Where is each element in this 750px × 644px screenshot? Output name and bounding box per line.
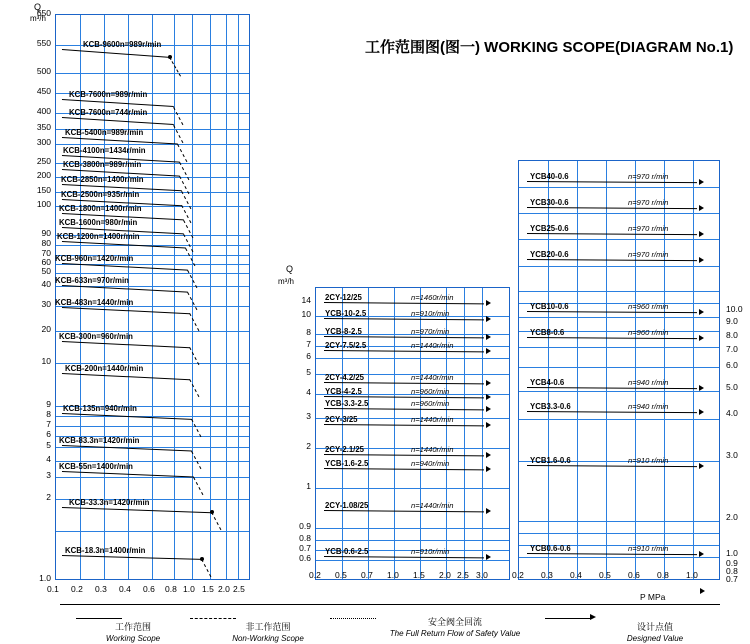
y-tick: 0.7 <box>299 543 311 553</box>
y-tick: 10.0 <box>726 304 743 314</box>
y-axis-unit-middle: m³/h <box>278 277 294 286</box>
series-speed: n=940r/min <box>411 459 450 468</box>
series-label: 2CY-12/25 <box>325 293 362 302</box>
y-tick: 3 <box>46 470 51 480</box>
series-speed: n=970 r/min <box>628 198 669 207</box>
y-tick: 2 <box>306 441 311 451</box>
x-tick: 2.0 <box>218 584 230 594</box>
series-label: KCB-135n=940r/min <box>63 404 137 413</box>
series-speed: n=960r/min <box>411 387 450 396</box>
y-tick: 0.8 <box>299 533 311 543</box>
y-tick: 6.0 <box>726 360 738 370</box>
y-tick: 3.0 <box>726 450 738 460</box>
y-tick: 7 <box>46 419 51 429</box>
series-speed: n=960 r/min <box>628 328 669 337</box>
series-speed: n=1440r/min <box>411 373 454 382</box>
series-label: 2CY-2.1/25 <box>325 445 365 454</box>
series-speed: n=1440r/min <box>411 341 454 350</box>
y-axis-unit-left: m³/h <box>30 14 46 23</box>
y-tick: 9.0 <box>726 316 738 326</box>
series-label: YCB1.6-0.6 <box>530 456 571 465</box>
panel-right <box>512 160 743 584</box>
series-label: 2CY-7.5/2.5 <box>325 341 367 350</box>
series-label: KCB-3800n=989r/min <box>63 160 142 169</box>
y-tick: 650 <box>36 8 51 18</box>
y-tick: 1.0 <box>726 548 738 558</box>
y-tick: 6 <box>306 351 311 361</box>
legend-label-cn: 工作范围 <box>114 622 151 632</box>
legend-label-cn: 非工作范围 <box>245 622 291 632</box>
panel-right-grid <box>518 160 720 580</box>
series-label: YCB-1.6-2.5 <box>325 459 369 468</box>
series-label: KCB-633n=970r/min <box>55 276 129 285</box>
series-speed: n=1440r/min <box>411 415 454 424</box>
y-axis-symbol-middle: Q <box>286 264 294 274</box>
series-label: 2CY-1.08/25 <box>325 501 369 510</box>
y-tick: 5 <box>46 440 51 450</box>
y-tick: 300 <box>36 137 51 147</box>
x-tick: 3.0 <box>476 570 488 580</box>
x-tick: 0.6 <box>628 570 640 580</box>
y-tick: 0.9 <box>299 521 311 531</box>
series-label: KCB-483n=1440r/min <box>55 298 134 307</box>
legend-label-en: Non-Working Scope <box>232 634 304 643</box>
series-label: KCB-4100n=1434r/min <box>63 146 146 155</box>
y-tick: 2 <box>46 492 51 502</box>
x-tick: 0.2 <box>309 570 321 580</box>
y-tick: 80 <box>41 238 51 248</box>
series-label: KCB-200n=1440r/min <box>65 364 144 373</box>
y-tick: 500 <box>36 66 51 76</box>
series-label: KCB-960n=1420r/min <box>55 254 134 263</box>
series-label: YCB4-0.6 <box>530 378 565 387</box>
y-tick: 5 <box>306 367 311 377</box>
legend-label-cn: 设计点值 <box>636 622 673 632</box>
y-tick: 40 <box>41 279 51 289</box>
y-tick: 14 <box>301 295 311 305</box>
series-speed: n=960r/min <box>411 399 450 408</box>
series-speed: n=1460r/min <box>411 293 454 302</box>
series-label: KCB-33.3n=1420r/min <box>69 498 150 507</box>
series-label: KCB-1600n=980r/min <box>59 218 138 227</box>
series-label: YCB0.6-0.6 <box>530 544 571 553</box>
x-axis-label: P MPa <box>640 592 666 602</box>
series-label: YCB10-0.6 <box>530 302 569 311</box>
y-tick: 150 <box>36 185 51 195</box>
series-label: YCB40-0.6 <box>530 172 569 181</box>
x-tick: 2.0 <box>439 570 451 580</box>
series-speed: n=970 r/min <box>628 250 669 259</box>
x-tick: 1.0 <box>686 570 698 580</box>
x-tick: 0.5 <box>335 570 347 580</box>
y-axis-symbol-left: Q <box>34 2 42 12</box>
y-tick: 50 <box>41 266 51 276</box>
y-tick: 7.0 <box>726 344 738 354</box>
x-tick: 0.4 <box>570 570 582 580</box>
page-title: 工作范围图(图一) WORKING SCOPE(DIAGRAM No.1) <box>365 39 734 56</box>
legend-label-en: Designed Value <box>626 634 684 643</box>
series-label: KCB-1200n=1400r/min <box>57 232 140 241</box>
y-tick: 2.0 <box>726 512 738 522</box>
y-tick: 250 <box>36 156 51 166</box>
y-tick: 7 <box>306 339 311 349</box>
x-tick: 0.3 <box>541 570 553 580</box>
y-tick: 3 <box>306 411 311 421</box>
series-label: KCB-2850n=1400r/min <box>61 175 144 184</box>
series-label: KCB-55n=1400r/min <box>59 462 133 471</box>
y-tick: 9 <box>46 399 51 409</box>
series-label: 2CY-3/25 <box>325 415 358 424</box>
x-tick: 0.2 <box>512 570 524 580</box>
series-speed: n=970r/min <box>411 327 450 336</box>
x-tick: 2.5 <box>233 584 245 594</box>
y-tick: 4.0 <box>726 408 738 418</box>
series-label: KCB-7600n=744r/min <box>69 108 148 117</box>
series-label: YCB-10-2.5 <box>325 309 367 318</box>
series-speed: n=940 r/min <box>628 402 669 411</box>
series-label: KCB-5400n=989r/min <box>65 128 144 137</box>
y-tick: 350 <box>36 122 51 132</box>
series-speed: n=910 r/min <box>628 544 669 553</box>
series-speed: n=910 r/min <box>628 456 669 465</box>
x-tick: 0.2 <box>71 584 83 594</box>
y-tick: 100 <box>36 199 51 209</box>
y-tick: 70 <box>41 248 51 258</box>
y-tick: 8 <box>46 409 51 419</box>
series-speed: n=970 r/min <box>628 172 669 181</box>
series-label: KCB-2500n=935r/min <box>61 190 140 199</box>
series-label: YCB-0.6-2.5 <box>325 547 369 556</box>
x-tick: 1.5 <box>202 584 214 594</box>
x-tick: 2.5 <box>457 570 469 580</box>
series-label: YCB-3.3-2.5 <box>325 399 369 408</box>
y-tick: 1 <box>306 481 311 491</box>
y-tick: 1.0 <box>39 573 51 583</box>
x-tick: 0.4 <box>119 584 131 594</box>
series-label: KCB-1800n=1400r/min <box>59 204 142 213</box>
y-tick: 0.7 <box>726 574 738 584</box>
y-tick: 400 <box>36 106 51 116</box>
y-tick: 0.8 <box>726 566 738 576</box>
x-tick: 1.0 <box>183 584 195 594</box>
y-tick: 10 <box>301 309 311 319</box>
series-label: KCB-300n=960r/min <box>59 332 133 341</box>
series-label: YCB20-0.6 <box>530 250 569 259</box>
y-tick: 30 <box>41 299 51 309</box>
x-tick: 0.3 <box>95 584 107 594</box>
series-label: YCB3.3-0.6 <box>530 402 571 411</box>
y-tick: 8.0 <box>726 330 738 340</box>
series-label: YCB30-0.6 <box>530 198 569 207</box>
series-label: KCB-9600n=989r/min <box>83 40 162 49</box>
x-tick: 0.5 <box>599 570 611 580</box>
series-speed: n=940 r/min <box>628 378 669 387</box>
y-tick: 4 <box>46 454 51 464</box>
series-speed: n=910r/min <box>411 547 450 556</box>
y-tick: 6 <box>46 429 51 439</box>
x-tick: 0.8 <box>657 570 669 580</box>
series-label: 2CY-4.2/25 <box>325 373 365 382</box>
y-tick: 4 <box>306 387 311 397</box>
x-tick: 0.6 <box>143 584 155 594</box>
series-label: YCB-8-2.5 <box>325 327 362 336</box>
series-label: YCB-4-2.5 <box>325 387 362 396</box>
y-tick: 20 <box>41 324 51 334</box>
y-tick: 5.0 <box>726 382 738 392</box>
x-tick: 1.0 <box>387 570 399 580</box>
series-label: KCB-7600n=989r/min <box>69 90 148 99</box>
legend-label-en: Working Scope <box>105 634 161 643</box>
y-tick: 8 <box>306 327 311 337</box>
legend-label-en: The Full Return Flow of Safety Value <box>389 629 521 638</box>
x-tick: 0.8 <box>165 584 177 594</box>
series-speed: n=1440r/min <box>411 501 454 510</box>
y-tick: 90 <box>41 228 51 238</box>
y-tick: 200 <box>36 170 51 180</box>
series-speed: n=910r/min <box>411 309 450 318</box>
series-label: KCB-18.3n=1400r/min <box>65 546 146 555</box>
y-tick: 450 <box>36 86 51 96</box>
panel-middle <box>299 287 510 580</box>
y-tick: 0.6 <box>299 553 311 563</box>
series-label: YCB25-0.6 <box>530 224 569 233</box>
x-tick: 0.1 <box>47 584 59 594</box>
series-label: YCB8-0.6 <box>530 328 565 337</box>
y-tick: 0.9 <box>726 558 738 568</box>
y-tick: 10 <box>41 356 51 366</box>
y-tick: 550 <box>36 38 51 48</box>
series-label: KCB-83.3n=1420r/min <box>59 436 140 445</box>
y-tick: 60 <box>41 257 51 267</box>
x-tick: 1.5 <box>413 570 425 580</box>
series-speed: n=960 r/min <box>628 302 669 311</box>
series-speed: n=970 r/min <box>628 224 669 233</box>
legend <box>0 604 750 642</box>
legend-label-cn: 安全阀全回流 <box>427 617 482 627</box>
x-tick: 0.7 <box>361 570 373 580</box>
series-speed: n=1440r/min <box>411 445 454 454</box>
